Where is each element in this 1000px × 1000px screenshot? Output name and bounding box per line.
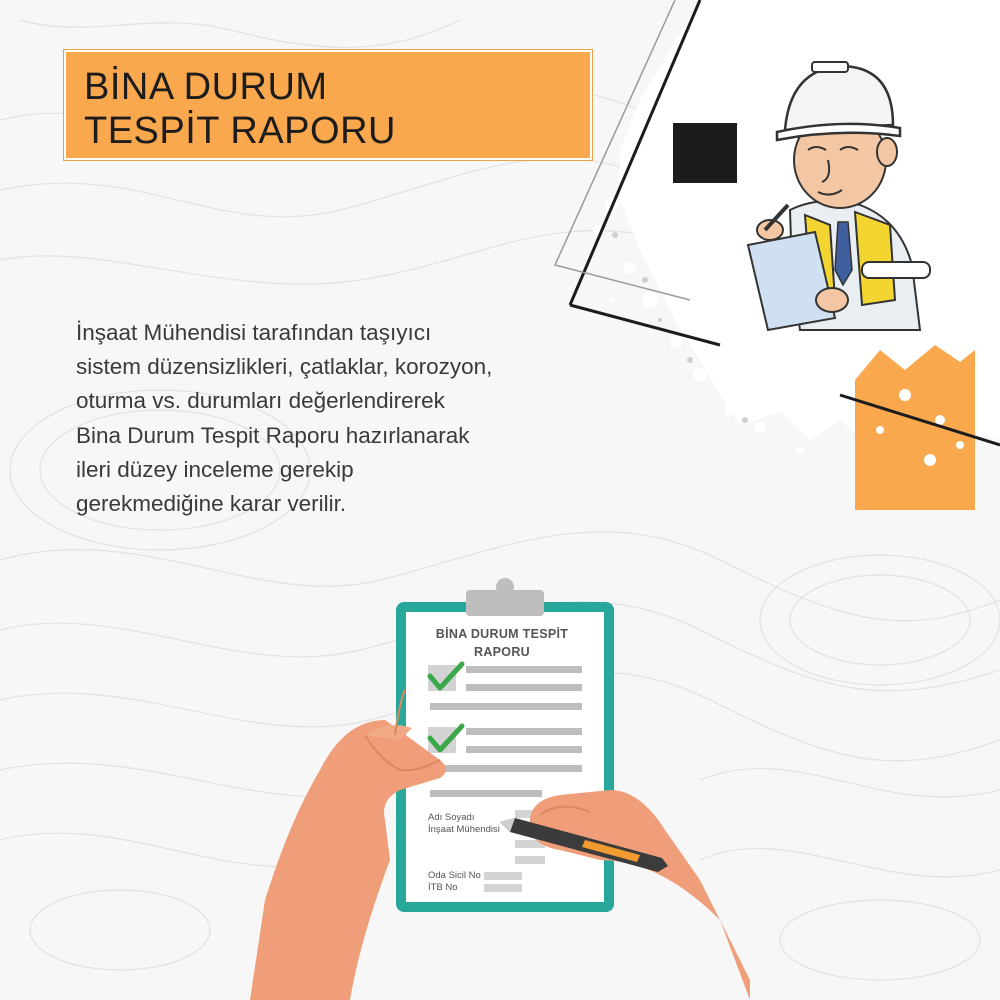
title-banner	[64, 50, 592, 160]
description-line: Bina Durum Tespit Raporu hazırlanarak	[76, 422, 470, 448]
description-line: oturma vs. durumları değerlendirerek	[76, 388, 445, 414]
engineer-illustration	[540, 0, 1000, 520]
page-title-line-1: BİNA DURUM	[84, 66, 328, 108]
document-title-line-1: BİNA DURUM TESPİT	[435, 627, 569, 641]
description-text	[76, 316, 616, 521]
page-title-line-2: TESPİT RAPORU	[84, 110, 396, 152]
description-line: sistem düzensizlikleri, çatlaklar, korozyon,	[76, 354, 493, 380]
description-line: gerekmediğine karar verilir.	[76, 491, 347, 517]
document-title-line-2: RAPORU	[474, 645, 530, 659]
name-label: Adı Soyadı	[428, 812, 475, 823]
description-line: ileri düzey inceleme gerekip	[76, 456, 354, 482]
role-label: İnşaat Mühendisi	[428, 824, 500, 835]
chamber-number-label: Oda Sicil No	[428, 870, 481, 881]
description-line: İnşaat Mühendisi tarafından taşıyıcı	[76, 320, 432, 345]
itb-number-label: İTB No	[428, 882, 458, 893]
